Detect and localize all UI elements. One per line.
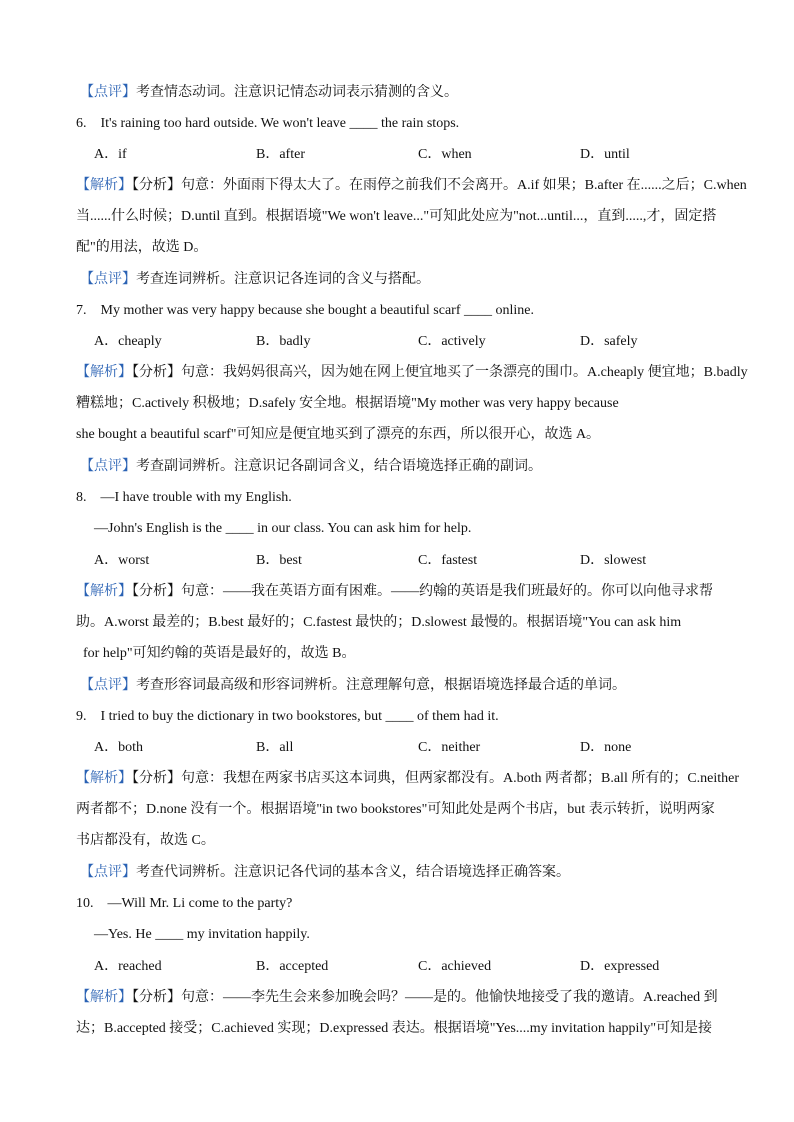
comment-tag: 【点评】 <box>80 678 136 693</box>
option-b: B．badly <box>256 334 311 349</box>
comment-text: 考查情态动词。注意识记情态动词表示猜测的含义。 <box>136 85 458 100</box>
question-9-stem <box>76 708 499 726</box>
option-d: D．expressed <box>580 959 660 974</box>
comment-line <box>80 677 626 695</box>
analysis-text: 【分析】句意：我想在两家书店买这本词典，但两家都没有。A.both 两者都；B.all 所有的；C.neither <box>132 771 740 786</box>
question-text: I tried to buy the dictionary in two bookstores, but ____ of them had it. <box>100 709 499 724</box>
analysis-tag: 【解析】 <box>76 771 132 786</box>
analysis-line <box>76 177 747 195</box>
analysis-text: 【分析】句意：我妈妈很高兴，因为她在网上便宜地买了一条漂亮的围巾。A.cheaply 便宜地；B.badly <box>132 365 748 380</box>
analysis-line: 书店都没有，故选 C。 <box>76 833 215 848</box>
analysis-tag: 【解析】 <box>76 365 132 380</box>
analysis-line: 助。A.worst 最差的；B.best 最好的；C.fastest 最快的；D.slowest 最慢的。根据语境"You can ask him <box>76 615 682 630</box>
option-c: C．when <box>418 147 472 162</box>
question-number: 9. <box>76 709 87 724</box>
comment-tag: 【点评】 <box>80 459 136 474</box>
option-c: C．neither <box>418 740 481 755</box>
comment-tag: 【点评】 <box>80 865 136 880</box>
option-b: B．accepted <box>256 959 329 974</box>
comment-text: 考查形容词最高级和形容词辨析。注意理解句意，根据语境选择最合适的单词。 <box>136 678 626 693</box>
analysis-line: 两者都不；D.none 没有一个。根据语境"in two bookstores"可知此处是两个书店，but 表示转折，说明两家 <box>76 802 715 817</box>
intro-comment <box>80 84 458 102</box>
option-c: C．fastest <box>418 553 478 568</box>
option-b: B．after <box>256 147 305 162</box>
option-a: A．reached <box>94 959 162 974</box>
analysis-tag: 【解析】 <box>76 584 132 599</box>
question-text: My mother was very happy because she bought a beautiful scarf ____ online. <box>100 303 534 318</box>
comment-tag: 【点评】 <box>80 85 136 100</box>
option-b: B．best <box>256 553 302 568</box>
analysis-text: 【分析】句意：外面雨下得太大了。在雨停之前我们不会离开。A.if 如果；B.after 在......之后；C.when <box>132 178 747 193</box>
analysis-line <box>76 364 748 382</box>
question-6-stem <box>76 115 459 133</box>
comment-text: 考查连词辨析。注意识记各连词的含义与搭配。 <box>136 272 430 287</box>
question-text: —Will Mr. Li come to the party? <box>107 896 293 911</box>
question-number: 8. <box>76 490 87 505</box>
comment-line <box>80 458 542 476</box>
option-a: A．cheaply <box>94 334 162 349</box>
comment-text: 考查代词辨析。注意识记各代词的基本含义，结合语境选择正确答案。 <box>136 865 570 880</box>
option-d: D．safely <box>580 334 638 349</box>
question-10-stem <box>76 895 292 913</box>
comment-tag: 【点评】 <box>80 272 136 287</box>
analysis-tag: 【解析】 <box>76 178 132 193</box>
question-number: 10. <box>76 896 94 911</box>
analysis-line: 糟糕地；C.actively 积极地；D.safely 安全地。根据语境"My mother was very happy because <box>76 396 619 411</box>
comment-line <box>80 864 570 882</box>
question-8-stem <box>76 489 292 507</box>
question-text: —I have trouble with my English. <box>100 490 292 505</box>
option-d: D．none <box>580 740 632 755</box>
option-d: D．until <box>580 147 630 162</box>
option-a: A．worst <box>94 553 150 568</box>
question-text: —John's English is the ____ in our class. You can ask him for help. <box>94 521 472 536</box>
question-text: —Yes. He ____ my invitation happily. <box>94 927 310 942</box>
option-a: A．both <box>94 740 143 755</box>
question-number: 6. <box>76 116 87 131</box>
option-d: D．slowest <box>580 553 647 568</box>
comment-text: 考查副词辨析。注意识记各副词含义，结合语境选择正确的副词。 <box>136 459 542 474</box>
question-7-stem <box>76 302 534 320</box>
analysis-line: for help"可知约翰的英语是最好的，故选 B。 <box>83 646 356 661</box>
question-number: 7. <box>76 303 87 318</box>
analysis-line <box>76 583 713 601</box>
option-c: C．achieved <box>418 959 492 974</box>
option-b: B．all <box>256 740 294 755</box>
analysis-line <box>76 989 718 1007</box>
question-text: It's raining too hard outside. We won't leave ____ the rain stops. <box>100 116 460 131</box>
comment-line <box>80 271 430 289</box>
analysis-tag: 【解析】 <box>76 990 132 1005</box>
analysis-line: 配"的用法，故选 D。 <box>76 240 208 255</box>
option-a: A．if <box>94 147 127 162</box>
option-c: C．actively <box>418 334 486 349</box>
analysis-line: she bought a beautiful scarf"可知应是便宜地买到了漂亮的东西，所以很开心，故选 A。 <box>76 427 601 442</box>
analysis-line <box>76 770 739 788</box>
analysis-text: 【分析】句意：——李先生会来参加晚会吗？——是的。他愉快地接受了我的邀请。A.reached 到 <box>132 990 718 1005</box>
analysis-line: 达；B.accepted 接受；C.achieved 实现；D.expressed 表达。根据语境"Yes....my invitation happily"可知是接 <box>76 1021 713 1036</box>
analysis-line: 当......什么时候；D.until 直到。根据语境"We won't leave..."可知此处应为"not...until...，直到.....,才，固定搭 <box>76 209 717 224</box>
analysis-text: 【分析】句意：——我在英语方面有困难。——约翰的英语是我们班最好的。你可以向他寻求帮 <box>132 584 713 599</box>
